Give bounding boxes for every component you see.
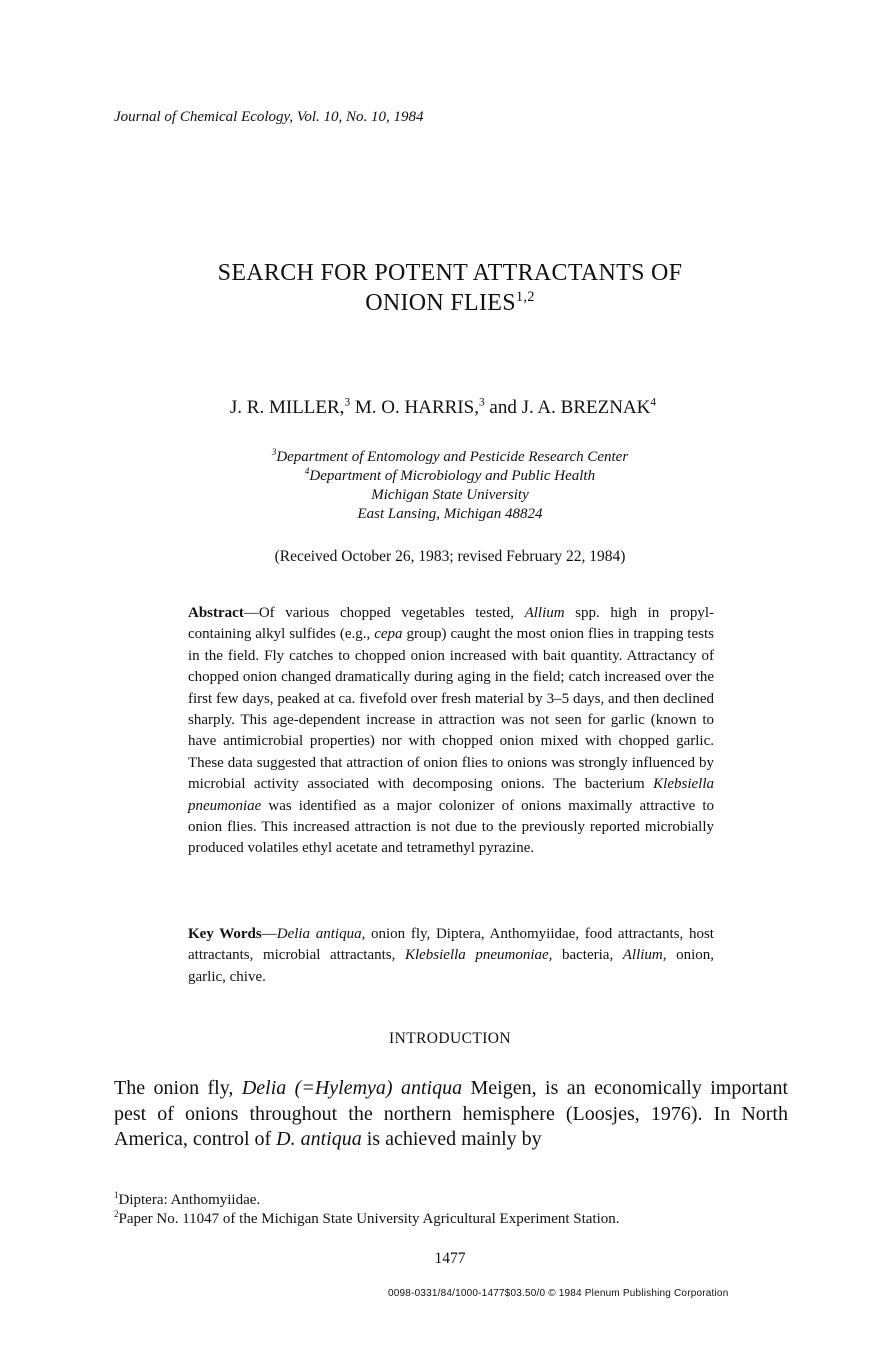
key-words: Key Words—Delia antiqua, onion fly, Diptera, Anthomyiidae, food attractants, host attractants, microbial attractants, Klebsiella pneumoniae, bacteria, Allium, onion, garlic, chive.: [188, 926, 714, 985]
paper-title-line-1: SEARCH FOR POTENT ATTRACTANTS OF: [217, 260, 683, 286]
journal-citation: Journal of Chemical Ecology, Vol. 10, No. 10, 1984: [114, 109, 424, 125]
author-affiliation-marker: 3: [344, 396, 351, 409]
author-name: M. O. HARRIS,: [350, 397, 479, 418]
affiliation-university: Michigan State University: [371, 487, 529, 503]
author-list: [0, 397, 886, 419]
affiliation-1: $^3$Department of Entomology and Pesticide Research Center: [271, 447, 629, 465]
received-dates: (Received October 26, 1983; revised February 22, 1984): [274, 548, 626, 565]
title-footnote-marker: 1,2: [515, 289, 535, 305]
abstract-label: Abstract: [188, 605, 244, 621]
section-heading: INTRODUCTION: [389, 1030, 511, 1047]
author-name: and J. A. BREZNAK: [484, 397, 651, 418]
affiliation-marker: 3: [271, 447, 277, 457]
paper-title-text: ONION FLIES: [365, 290, 516, 316]
affiliation-marker: 4: [304, 466, 310, 476]
page-number: 1477: [434, 1250, 466, 1267]
author-affiliation-marker: 4: [650, 396, 657, 409]
affiliation-2: $^4$Department of Microbiology and Public Health: [304, 466, 596, 484]
copyright-line: 0098-0331/84/1000-1477$03.50/0 © 1984 Plenum Publishing Corporation: [388, 1288, 729, 1299]
paper-title-line-2: [0, 290, 886, 317]
introduction-paragraph: The onion fly, Delia (=Hylemya) antiqua Meigen, is an economically important pest of onions throughout the northern hemisphere (Loosjes, 1976). In North America, control of D. antiqua is achieved mainly by: [114, 1077, 789, 1150]
footnote-1: $^1$Diptera: Anthomyiidae.: [114, 1190, 261, 1208]
footnote-marker: 1: [114, 1190, 119, 1200]
footnote-marker: 2: [114, 1209, 119, 1219]
abstract: Abstract—Of various chopped vegetables tested, Allium spp. high in propyl-containing alkyl sulfides (e.g., cepa group) caught the most onion flies in trapping tests in the field. Fly catches to chopped onion increased with bait quantity. Attractancy of chopped onion changed dramatically during aging in the field; catch increased over the first few days, peaked at ca. fivefold over fresh material by 3–5 days, and then declined sharply. This age-dependent increase in attraction was not seen for garlic (known to have antimicrobial properties) nor with chopped onion mixed with chopped garlic. These data suggested that attraction of onion flies to onions was strongly influenced by microbial activity associated with decomposing onions. The bacterium Klebsiella pneumoniae was identified as a major colonizer of onions maximally attractive to onion flies. This increased attraction is not due to the previously reported microbially produced volatiles ethyl acetate and tetramethyl pyrazine.: [188, 605, 714, 857]
affiliation-address: East Lansing, Michigan 48824: [357, 506, 543, 522]
author-affiliation-marker: 3: [478, 396, 485, 409]
key-words-label: Key Words: [188, 926, 262, 942]
author-name: J. R. MILLER,: [229, 397, 345, 418]
footnote-2: $^2$Paper No. 11047 of the Michigan State University Agricultural Experiment Station.: [114, 1209, 620, 1227]
